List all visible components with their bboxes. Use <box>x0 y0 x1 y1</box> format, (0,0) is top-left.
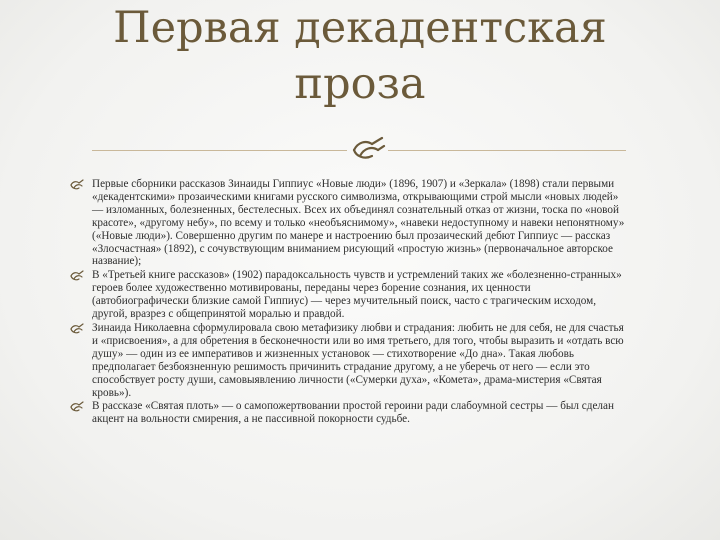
bullet-text: Первые сборники рассказов Зинаиды Гиппиус «Новые люди» (1896, 1907) и «Зеркала» (1898) стали первыми «декадентскими» прозаическими книгами русского символизма, открывающими строй мысли «новых людей» — изломанных, болезненных, бестелесных. Всех их объединял сознательный отказ от жизни, тоска по «новой красоте», «другому небу», по всему и только «необъяснимому», «навеки недоступному и навеки непонятному» («Новые люди»). Совершенно другим по манере и настроению был прозаический дебют Гиппиус — рассказ «Злосчастная» (1892), с сочувствующим вниманием рисующий «простую жизнь» (первоначальное авторское название); <box>92 178 625 268</box>
title-divider-left <box>92 150 347 151</box>
bullet-text: Зинаида Николаевна сформулировала свою метафизику любви и страдания: любить не для себя, не для счастья и «присвоения», а для обретения в бесконечности или во имя третьего, для того, чтобы выразить и «отдать всю душу» — один из ее императивов и жизненных установок — стихотворение «До дна». Такая любовь предполагает безбоязненную решимость причинить страдание другому, а не уберечь от него — если это способствует росту души, самовыявлению личности («Сумерки духа», «Комета», драма-мистерия «Святая кровь»). <box>92 321 624 399</box>
scroll-bullet-icon <box>70 401 84 413</box>
slide-title <box>90 0 630 112</box>
scroll-bullet-icon <box>70 270 84 282</box>
list-item <box>70 400 630 426</box>
list-item <box>70 322 630 399</box>
title-divider-right <box>388 150 626 151</box>
bullet-text: В рассказе «Святая плоть» — о самопожертвовании простой героини ради слабоумной сестры — был сделан акцент на вольности смирения, а не пассивной покорности судьбе. <box>92 400 614 426</box>
slide-title-line-1: Первая декадентская <box>113 3 607 53</box>
scroll-bullet-icon <box>70 323 84 335</box>
slide-title-line-2: проза <box>294 59 426 109</box>
scroll-bullet-icon <box>70 179 84 191</box>
bullet-text: В «Третьей книге рассказов» (1902) парадоксальность чувств и устремлений таких же «болезненно-странных» героев более художественно мотивированы, переданы через борение сознания, их ценности (автобиографически близкие самой Гиппиус) — через мучительный поиск, часто с трагическим исходом, другой, вразрез с общепринятой моралью и правдой. <box>92 269 622 321</box>
scroll-ornament-icon <box>350 134 386 164</box>
bullet-list <box>70 178 630 427</box>
list-item <box>70 178 630 268</box>
list-item <box>70 269 630 321</box>
